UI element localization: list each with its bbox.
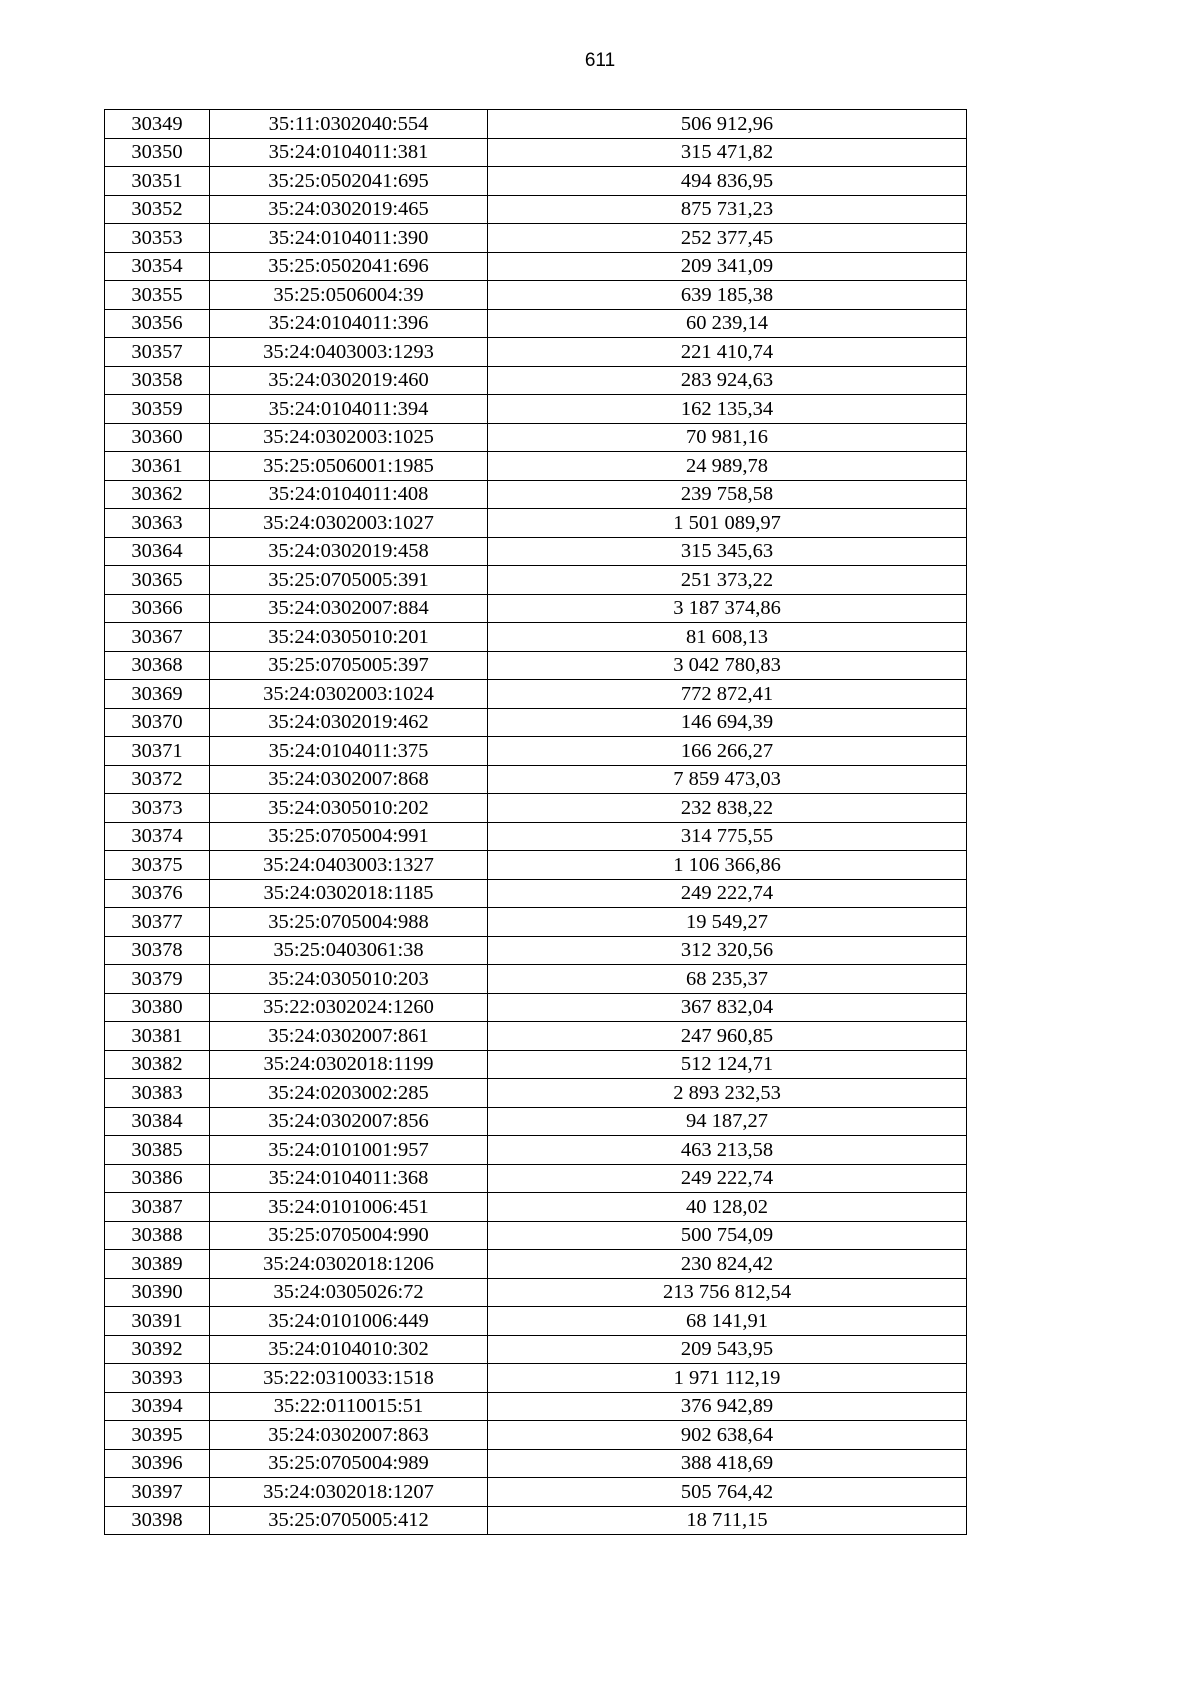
row-number-cell: 30370: [105, 708, 210, 737]
cadastral-value-cell: 146 694,39: [488, 708, 967, 737]
cadastral-value-cell: 40 128,02: [488, 1193, 967, 1222]
row-number-cell: 30356: [105, 309, 210, 338]
row-number-cell: 30368: [105, 651, 210, 680]
row-number-cell: 30349: [105, 110, 210, 139]
row-number-cell: 30363: [105, 509, 210, 538]
table-row: [105, 594, 967, 623]
table-row: [105, 452, 967, 481]
row-number-cell: 30367: [105, 623, 210, 652]
row-number-cell: 30355: [105, 281, 210, 310]
row-number-cell: 30359: [105, 395, 210, 424]
table-row: [105, 680, 967, 709]
row-number-cell: 30395: [105, 1421, 210, 1450]
row-number-cell: 30393: [105, 1364, 210, 1393]
cadastral-number-cell: 35:24:0104011:368: [210, 1164, 488, 1193]
row-number-cell: 30379: [105, 965, 210, 994]
cadastral-value-cell: 60 239,14: [488, 309, 967, 338]
cadastral-value-cell: 639 185,38: [488, 281, 967, 310]
cadastral-number-cell: 35:24:0104011:394: [210, 395, 488, 424]
row-number-cell: 30390: [105, 1278, 210, 1307]
row-number-cell: 30376: [105, 879, 210, 908]
cadastral-value-cell: 512 124,71: [488, 1050, 967, 1079]
cadastral-number-cell: 35:25:0403061:38: [210, 936, 488, 965]
cadastral-number-cell: 35:24:0302003:1024: [210, 680, 488, 709]
cadastral-value-cell: 367 832,04: [488, 993, 967, 1022]
cadastral-value-cell: 24 989,78: [488, 452, 967, 481]
table-row: [105, 623, 967, 652]
cadastral-number-cell: 35:24:0403003:1293: [210, 338, 488, 367]
cadastral-value-cell: 249 222,74: [488, 1164, 967, 1193]
table-row: [105, 1335, 967, 1364]
row-number-cell: 30388: [105, 1221, 210, 1250]
row-number-cell: 30386: [105, 1164, 210, 1193]
row-number-cell: 30354: [105, 252, 210, 281]
cadastral-number-cell: 35:24:0104011:390: [210, 224, 488, 253]
cadastral-number-cell: 35:24:0302018:1206: [210, 1250, 488, 1279]
table-row: [105, 708, 967, 737]
cadastral-value-cell: 247 960,85: [488, 1022, 967, 1051]
row-number-cell: 30358: [105, 366, 210, 395]
cadastral-number-cell: 35:25:0502041:696: [210, 252, 488, 281]
cadastral-value-cell: 162 135,34: [488, 395, 967, 424]
cadastral-value-cell: 68 141,91: [488, 1307, 967, 1336]
table-row: [105, 252, 967, 281]
cadastral-number-cell: 35:24:0104011:408: [210, 480, 488, 509]
table-row: [105, 1478, 967, 1507]
table-row: [105, 851, 967, 880]
table-row: [105, 936, 967, 965]
cadastral-value-cell: 252 377,45: [488, 224, 967, 253]
table-row: [105, 1050, 967, 1079]
table-row: [105, 1250, 967, 1279]
cadastral-number-cell: 35:24:0403003:1327: [210, 851, 488, 880]
row-number-cell: 30371: [105, 737, 210, 766]
cadastral-number-cell: 35:25:0705005:412: [210, 1506, 488, 1535]
row-number-cell: 30352: [105, 195, 210, 224]
cadastral-value-cell: 3 042 780,83: [488, 651, 967, 680]
cadastral-number-cell: 35:24:0302007:861: [210, 1022, 488, 1051]
row-number-cell: 30383: [105, 1079, 210, 1108]
table-row: [105, 1392, 967, 1421]
row-number-cell: 30377: [105, 908, 210, 937]
cadastral-value-cell: 314 775,55: [488, 822, 967, 851]
table-row: [105, 1364, 967, 1393]
table-row: [105, 1278, 967, 1307]
cadastral-value-cell: 376 942,89: [488, 1392, 967, 1421]
cadastral-value-cell: 166 266,27: [488, 737, 967, 766]
cadastral-number-cell: 35:25:0705005:397: [210, 651, 488, 680]
row-number-cell: 30373: [105, 794, 210, 823]
cadastral-value-cell: 902 638,64: [488, 1421, 967, 1450]
row-number-cell: 30364: [105, 537, 210, 566]
row-number-cell: 30360: [105, 423, 210, 452]
cadastral-number-cell: 35:24:0302019:462: [210, 708, 488, 737]
row-number-cell: 30375: [105, 851, 210, 880]
cadastral-value-cell: 232 838,22: [488, 794, 967, 823]
cadastral-value-cell: 283 924,63: [488, 366, 967, 395]
row-number-cell: 30357: [105, 338, 210, 367]
table-row: [105, 395, 967, 424]
row-number-cell: 30387: [105, 1193, 210, 1222]
row-number-cell: 30384: [105, 1107, 210, 1136]
table-row: [105, 965, 967, 994]
cadastral-number-cell: 35:24:0302019:458: [210, 537, 488, 566]
cadastral-value-cell: 772 872,41: [488, 680, 967, 709]
cadastral-number-cell: 35:25:0705004:988: [210, 908, 488, 937]
cadastral-value-cell: 1 501 089,97: [488, 509, 967, 538]
cadastral-value-cell: 70 981,16: [488, 423, 967, 452]
cadastral-number-cell: 35:25:0502041:695: [210, 167, 488, 196]
table-body: [105, 110, 967, 1535]
cadastral-value-cell: 312 320,56: [488, 936, 967, 965]
table-row: [105, 423, 967, 452]
cadastral-value-table: [104, 109, 967, 1535]
cadastral-number-cell: 35:25:0705004:991: [210, 822, 488, 851]
table-row: [105, 1136, 967, 1165]
cadastral-number-cell: 35:24:0101006:451: [210, 1193, 488, 1222]
table-row: [105, 366, 967, 395]
row-number-cell: 30378: [105, 936, 210, 965]
cadastral-value-cell: 494 836,95: [488, 167, 967, 196]
table-row: [105, 1449, 967, 1478]
row-number-cell: 30382: [105, 1050, 210, 1079]
table-row: [105, 1421, 967, 1450]
cadastral-value-cell: 506 912,96: [488, 110, 967, 139]
row-number-cell: 30361: [105, 452, 210, 481]
row-number-cell: 30380: [105, 993, 210, 1022]
cadastral-number-cell: 35:24:0302019:460: [210, 366, 488, 395]
table-row: [105, 879, 967, 908]
row-number-cell: 30397: [105, 1478, 210, 1507]
cadastral-value-cell: 315 471,82: [488, 138, 967, 167]
cadastral-number-cell: 35:11:0302040:554: [210, 110, 488, 139]
cadastral-number-cell: 35:24:0302007:868: [210, 765, 488, 794]
cadastral-number-cell: 35:24:0302007:884: [210, 594, 488, 623]
cadastral-number-cell: 35:25:0705004:989: [210, 1449, 488, 1478]
cadastral-number-cell: 35:24:0302019:465: [210, 195, 488, 224]
cadastral-value-cell: 875 731,23: [488, 195, 967, 224]
cadastral-value-cell: 19 549,27: [488, 908, 967, 937]
cadastral-number-cell: 35:25:0705004:990: [210, 1221, 488, 1250]
row-number-cell: 30389: [105, 1250, 210, 1279]
cadastral-number-cell: 35:22:0310033:1518: [210, 1364, 488, 1393]
cadastral-value-cell: 251 373,22: [488, 566, 967, 595]
row-number-cell: 30369: [105, 680, 210, 709]
table-row: [105, 822, 967, 851]
cadastral-number-cell: 35:24:0104011:375: [210, 737, 488, 766]
row-number-cell: 30381: [105, 1022, 210, 1051]
cadastral-number-cell: 35:24:0305010:202: [210, 794, 488, 823]
cadastral-number-cell: 35:24:0101006:449: [210, 1307, 488, 1336]
cadastral-value-cell: 2 893 232,53: [488, 1079, 967, 1108]
table-row: [105, 167, 967, 196]
row-number-cell: 30353: [105, 224, 210, 253]
table-row: [105, 765, 967, 794]
cadastral-number-cell: 35:24:0302003:1025: [210, 423, 488, 452]
cadastral-value-cell: 463 213,58: [488, 1136, 967, 1165]
row-number-cell: 30372: [105, 765, 210, 794]
cadastral-number-cell: 35:24:0305010:201: [210, 623, 488, 652]
cadastral-number-cell: 35:22:0302024:1260: [210, 993, 488, 1022]
cadastral-value-cell: 221 410,74: [488, 338, 967, 367]
page-number: 611: [584, 50, 616, 71]
cadastral-value-cell: 94 187,27: [488, 1107, 967, 1136]
cadastral-value-cell: 213 756 812,54: [488, 1278, 967, 1307]
table-row: [105, 1079, 967, 1108]
row-number-cell: 30392: [105, 1335, 210, 1364]
cadastral-number-cell: 35:24:0104010:302: [210, 1335, 488, 1364]
cadastral-number-cell: 35:24:0302018:1185: [210, 879, 488, 908]
cadastral-number-cell: 35:25:0506001:1985: [210, 452, 488, 481]
table-row: [105, 1164, 967, 1193]
cadastral-number-cell: 35:24:0305026:72: [210, 1278, 488, 1307]
table-row: [105, 480, 967, 509]
cadastral-value-cell: 315 345,63: [488, 537, 967, 566]
table-row: [105, 1107, 967, 1136]
cadastral-value-cell: 209 341,09: [488, 252, 967, 281]
cadastral-value-cell: 1 971 112,19: [488, 1364, 967, 1393]
cadastral-number-cell: 35:24:0302018:1199: [210, 1050, 488, 1079]
table-row: [105, 908, 967, 937]
cadastral-value-cell: 230 824,42: [488, 1250, 967, 1279]
table-row: [105, 794, 967, 823]
table-row: [105, 224, 967, 253]
cadastral-value-cell: 239 758,58: [488, 480, 967, 509]
table-row: [105, 737, 967, 766]
cadastral-number-cell: 35:24:0104011:396: [210, 309, 488, 338]
table-row: [105, 509, 967, 538]
cadastral-number-cell: 35:24:0302003:1027: [210, 509, 488, 538]
cadastral-value-cell: 209 543,95: [488, 1335, 967, 1364]
table-row: [105, 537, 967, 566]
row-number-cell: 30350: [105, 138, 210, 167]
table-row: [105, 309, 967, 338]
table-row: [105, 1193, 967, 1222]
cadastral-value-cell: 1 106 366,86: [488, 851, 967, 880]
table-row: [105, 651, 967, 680]
row-number-cell: 30398: [105, 1506, 210, 1535]
table-row: [105, 993, 967, 1022]
row-number-cell: 30394: [105, 1392, 210, 1421]
cadastral-number-cell: 35:24:0203002:285: [210, 1079, 488, 1108]
cadastral-number-cell: 35:25:0506004:39: [210, 281, 488, 310]
cadastral-number-cell: 35:25:0705005:391: [210, 566, 488, 595]
table-row: [105, 195, 967, 224]
cadastral-value-cell: 505 764,42: [488, 1478, 967, 1507]
cadastral-value-cell: 18 711,15: [488, 1506, 967, 1535]
row-number-cell: 30366: [105, 594, 210, 623]
cadastral-number-cell: 35:24:0302018:1207: [210, 1478, 488, 1507]
cadastral-value-cell: 7 859 473,03: [488, 765, 967, 794]
cadastral-value-cell: 500 754,09: [488, 1221, 967, 1250]
cadastral-value-cell: 68 235,37: [488, 965, 967, 994]
row-number-cell: 30365: [105, 566, 210, 595]
row-number-cell: 30396: [105, 1449, 210, 1478]
cadastral-number-cell: 35:24:0305010:203: [210, 965, 488, 994]
table-row: [105, 1022, 967, 1051]
table-row: [105, 1221, 967, 1250]
table-row: [105, 281, 967, 310]
table-row: [105, 1307, 967, 1336]
row-number-cell: 30374: [105, 822, 210, 851]
cadastral-value-cell: 249 222,74: [488, 879, 967, 908]
cadastral-value-cell: 388 418,69: [488, 1449, 967, 1478]
cadastral-number-cell: 35:22:0110015:51: [210, 1392, 488, 1421]
row-number-cell: 30385: [105, 1136, 210, 1165]
row-number-cell: 30351: [105, 167, 210, 196]
table-row: [105, 1506, 967, 1535]
cadastral-number-cell: 35:24:0101001:957: [210, 1136, 488, 1165]
row-number-cell: 30362: [105, 480, 210, 509]
table-row: [105, 338, 967, 367]
cadastral-number-cell: 35:24:0302007:856: [210, 1107, 488, 1136]
table-row: [105, 138, 967, 167]
cadastral-value-cell: 81 608,13: [488, 623, 967, 652]
table-row: [105, 110, 967, 139]
cadastral-number-cell: 35:24:0104011:381: [210, 138, 488, 167]
cadastral-value-cell: 3 187 374,86: [488, 594, 967, 623]
row-number-cell: 30391: [105, 1307, 210, 1336]
cadastral-number-cell: 35:24:0302007:863: [210, 1421, 488, 1450]
table-row: [105, 566, 967, 595]
